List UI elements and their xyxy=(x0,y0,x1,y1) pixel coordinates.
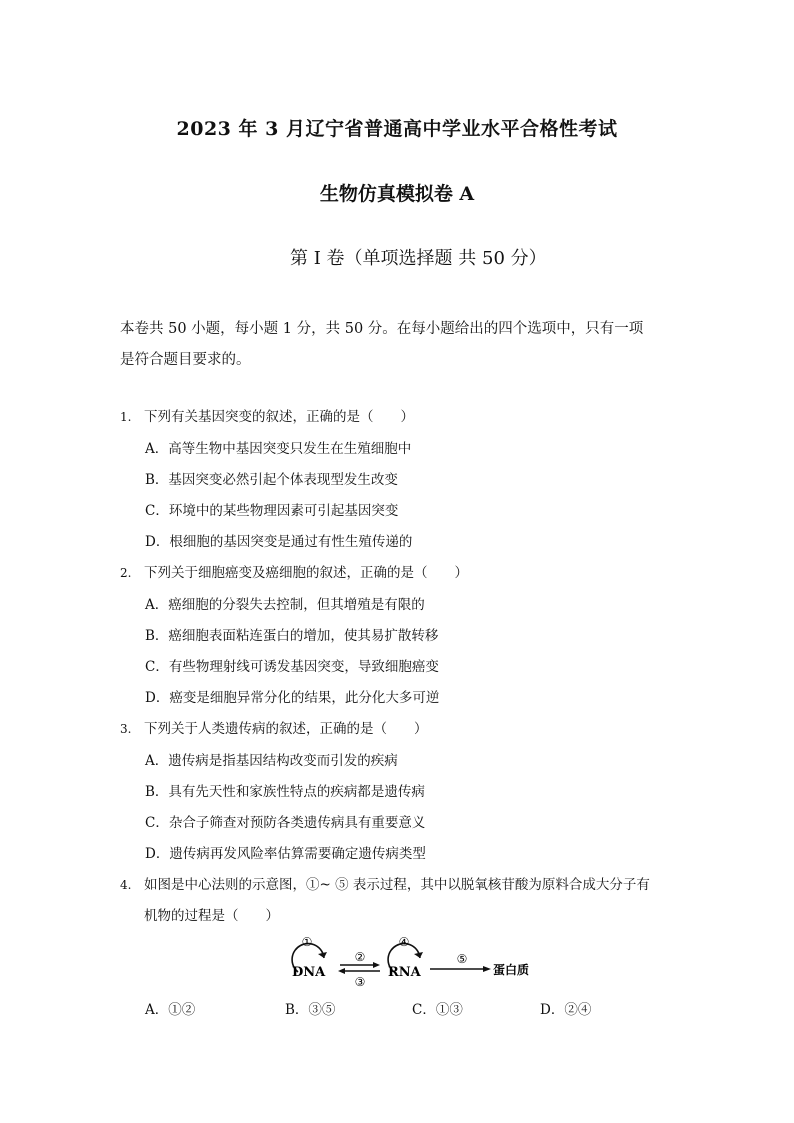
process-2-label: ② xyxy=(354,950,366,964)
q2-option-c: C．有些物理射线可诱发基因突变，导致细胞癌变 xyxy=(145,659,439,675)
question-stem: 下列关于人类遗传病的叙述，正确的是（ ） xyxy=(144,721,428,737)
question-4-line-2: 机物的过程是（ ） xyxy=(144,908,279,924)
question-1 xyxy=(120,407,680,427)
question-number: 1. xyxy=(120,410,132,424)
process-3-label: ③ xyxy=(354,975,366,989)
q2-option-b: B．癌细胞表面粘连蛋白的增加，使其易扩散转移 xyxy=(145,628,439,644)
arrowhead-icon xyxy=(483,966,491,972)
q3-option-d: D．遗传病再发风险率估算需要确定遗传病类型 xyxy=(145,846,426,862)
exam-title: 2023 年 3 月辽宁省普通高中学业水平合格性考试 xyxy=(176,118,618,140)
question-4 xyxy=(120,875,680,895)
rna-label: RNA xyxy=(388,965,421,980)
section-heading: 第 I 卷（单项选择题 共 50 分） xyxy=(290,248,547,269)
q1-option-b: B．基因突变必然引起个体表现型发生改变 xyxy=(145,472,398,488)
q2-option-d: D．癌变是细胞异常分化的结果，此分化大多可逆 xyxy=(145,690,440,706)
instructions xyxy=(120,314,680,376)
question-2 xyxy=(120,563,680,583)
q4-option-b: B．③⑤ xyxy=(285,1002,336,1018)
question-stem: 下列关于细胞癌变及癌细胞的叙述，正确的是（ ） xyxy=(144,565,468,581)
q1-option-d: D．根细胞的基因突变是通过有性生殖传递的 xyxy=(145,534,413,550)
q3-option-b: B．具有先天性和家族性特点的疾病都是遗传病 xyxy=(145,784,425,800)
process-1-label: ① xyxy=(301,935,313,949)
question-stem-line-1: 如图是中心法则的示意图，①~ ⑤ 表示过程，其中以脱氧核苷酸为原料合成大分子有 xyxy=(144,877,650,893)
exam-subtitle: 生物仿真模拟卷 A xyxy=(319,183,475,205)
instructions-line-1: 本卷共 50 小题，每小题 1 分，共 50 分。在每小题给出的四个选项中，只有一项 xyxy=(120,321,644,337)
q4-option-d: D．②④ xyxy=(540,1002,592,1018)
question-number: 3. xyxy=(120,722,132,736)
q3-option-c: C．杂合子筛查对预防各类遗传病具有重要意义 xyxy=(145,815,426,831)
question-3 xyxy=(120,719,680,739)
instructions-line-2: 是符合题目要求的。 xyxy=(120,352,251,368)
arrowhead-icon xyxy=(338,968,345,974)
dna-label: DNA xyxy=(292,965,326,980)
q1-option-a: A．高等生物中基因突变只发生在生殖细胞中 xyxy=(145,441,412,457)
q3-option-a: A．遗传病是指基因结构改变而引发的疾病 xyxy=(145,753,398,769)
arrowhead-icon xyxy=(373,962,380,968)
question-number: 4. xyxy=(120,878,132,892)
question-number: 2. xyxy=(120,566,132,580)
q1-option-c: C．环境中的某些物理因素可引起基因突变 xyxy=(145,503,399,519)
process-4-label: ④ xyxy=(398,935,410,949)
central-dogma-diagram xyxy=(280,932,550,992)
protein-label: 蛋白质 xyxy=(493,963,530,977)
q4-option-a: A．①② xyxy=(145,1002,196,1018)
question-stem: 下列有关基因突变的叙述，正确的是（ ） xyxy=(144,409,414,425)
process-5-label: ⑤ xyxy=(456,952,468,966)
q2-option-a: A．癌细胞的分裂失去控制，但其增殖是有限的 xyxy=(145,597,425,613)
q4-option-c: C．①③ xyxy=(412,1002,463,1018)
